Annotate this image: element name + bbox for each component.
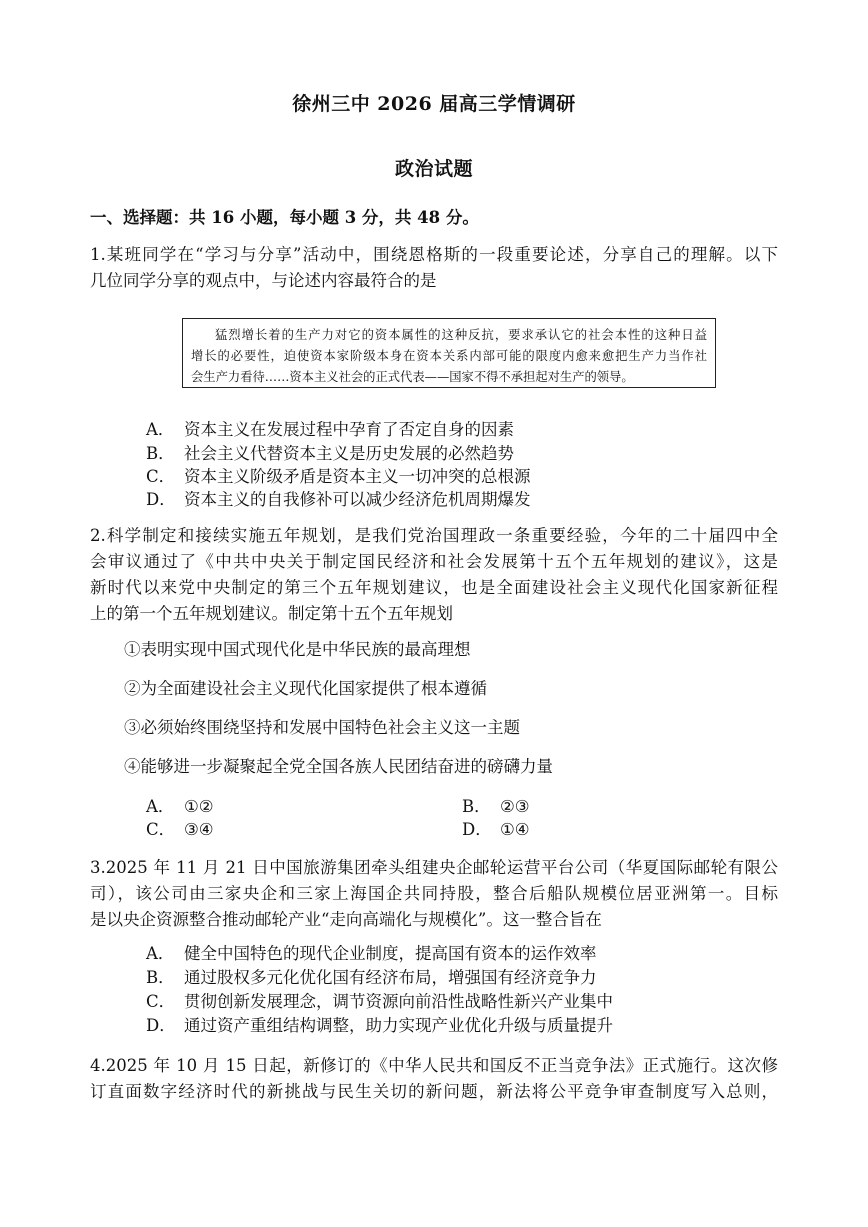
- option-letter: D．: [462, 820, 492, 839]
- option-d[interactable]: [462, 819, 530, 841]
- option-a[interactable]: [146, 943, 597, 965]
- option-text: 社会主义代替资本主义是历史发展的必然趋势: [184, 444, 514, 463]
- quote-line: 会生产力看待……资本主义社会的正式代表——国家不得不承担起对生产的领导。: [191, 370, 634, 384]
- option-c[interactable]: [146, 819, 214, 841]
- option-text: 通过资产重组结构调整，助力实现产业优化升级与质量提升: [184, 1016, 613, 1035]
- option-text: 资本主义的自我修补可以减少经济危机周期爆发: [184, 490, 531, 509]
- stem-line: 订直面数字经济时代的新挑战与民生关切的新问题，新法将公平竞争审查制度写入总则，: [90, 1082, 778, 1101]
- option-letter: C．: [146, 992, 176, 1011]
- option-d[interactable]: [146, 1015, 613, 1037]
- stem-line: 会审议通过了《中共中央关于制定国民经济和社会发展第十五个五年规划的建议》，这是: [90, 552, 778, 571]
- option-letter: A．: [146, 797, 175, 816]
- option-text: 资本主义在发展过程中孕育了否定自身的因素: [184, 420, 514, 439]
- option-letter: A．: [146, 944, 175, 963]
- statement-3: ③必须始终围绕坚持和发展中国特色社会主义这一主题: [124, 718, 520, 737]
- option-text: 通过股权多元化优化国有经济布局，增强国有经济竞争力: [184, 968, 597, 987]
- option-a[interactable]: [146, 796, 214, 818]
- option-letter: C．: [146, 467, 176, 486]
- question-4-stem: [90, 1053, 778, 1105]
- stem-line: 2.科学制定和接续实施五年规划，是我们党治国理政一条重要经验，今年的二十届四中全: [90, 526, 778, 545]
- option-text: ②③: [500, 797, 530, 816]
- statement-1: ①表明实现中国式现代化是中华民族的最高理想: [124, 640, 471, 659]
- option-text: 贯彻创新发展理念，调节资源向前沿性战略性新兴产业集中: [184, 992, 613, 1011]
- option-letter: B．: [462, 797, 491, 816]
- question-2-stem: [90, 523, 778, 627]
- question-3-stem: [90, 855, 778, 933]
- option-b[interactable]: [146, 967, 597, 989]
- option-a[interactable]: [146, 419, 514, 441]
- option-b[interactable]: [462, 796, 530, 818]
- stem-line: 司），该公司由三家央企和三家上海国企共同持股，整合后船队规模位居亚洲第一。目标: [90, 884, 778, 903]
- option-letter: B．: [146, 968, 175, 987]
- option-text: ①④: [500, 820, 530, 839]
- option-text: ③④: [184, 820, 214, 839]
- option-text: 资本主义阶级矛盾是资本主义一切冲突的总根源: [184, 467, 531, 486]
- stem-line: 新时代以来党中央制定的第三个五年规划建议，也是全面建设社会主义现代化国家新征程: [90, 578, 778, 597]
- option-text: 健全中国特色的现代企业制度，提高国有资本的运作效率: [184, 944, 597, 963]
- quote-box: [182, 318, 716, 388]
- option-d[interactable]: [146, 489, 531, 511]
- option-text: ①②: [184, 797, 214, 816]
- quote-line: 猛烈增长着的生产力对它的资本属性的这种反抗，要求承认它的社会本性的这种日益: [215, 328, 707, 342]
- quote-line: 增长的必要性，迫使资本家阶级本身在资本关系内部可能的限度内愈来愈把生产力当作社: [191, 349, 707, 363]
- stem-line: 上的第一个五年规划建议。制定第十五个五年规划: [90, 604, 453, 623]
- stem-line: 几位同学分享的观点中，与论述内容最符合的是: [90, 271, 437, 290]
- stem-line: 1.某班同学在“学习与分享”活动中，围绕恩格斯的一段重要论述，分享自己的理解。以下: [90, 245, 778, 264]
- option-c[interactable]: [146, 991, 613, 1013]
- option-letter: A．: [146, 420, 175, 439]
- stem-line: 是以央企资源整合推动邮轮产业“走向高端化与规模化”。这一整合旨在: [90, 910, 602, 929]
- statement-2: ②为全面建设社会主义现代化国家提供了根本遵循: [124, 679, 487, 698]
- option-b[interactable]: [146, 443, 514, 465]
- option-letter: C．: [146, 820, 176, 839]
- option-letter: D．: [146, 1016, 176, 1035]
- stem-line: 3.2025 年 11 月 21 日中国旅游集团牵头组建央企邮轮运营平台公司（华夏国际邮轮有限公: [90, 858, 778, 877]
- statement-4: ④能够进一步凝聚起全党全国各族人民团结奋进的磅礴力量: [124, 757, 553, 776]
- page-subtitle: 政治试题: [394, 158, 473, 180]
- option-letter: D．: [146, 490, 176, 509]
- section-heading: 一、选择题：共 16 小题，每小题 3 分，共 48 分。: [90, 208, 479, 227]
- question-1-stem: [90, 242, 778, 294]
- option-letter: B．: [146, 444, 175, 463]
- stem-line: 4.2025 年 10 月 15 日起，新修订的《中华人民共和国反不正当竞争法》正式施行。这次修: [90, 1056, 778, 1075]
- option-c[interactable]: [146, 466, 531, 488]
- page-title: 徐州三中 2026 届高三学情调研: [292, 93, 576, 115]
